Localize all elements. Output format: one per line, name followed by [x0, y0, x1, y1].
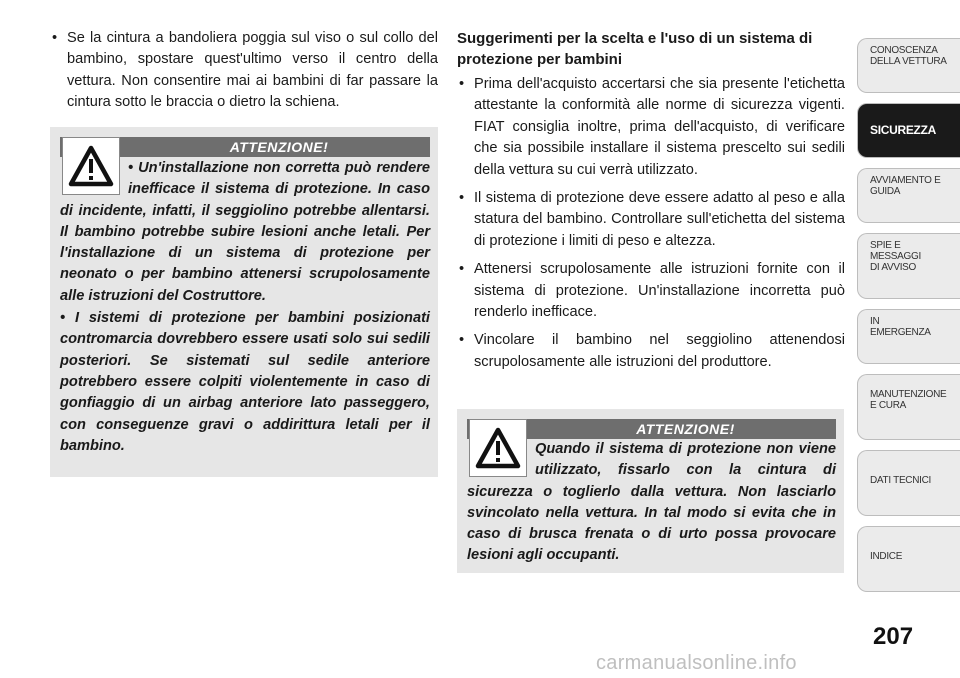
page-number: 207: [873, 623, 914, 650]
tab-conoscenza[interactable]: CONOSCENZA DELLA VETTURA: [857, 38, 960, 93]
right-bullet-list: [457, 74, 845, 373]
list-item: • Attenersi scrupolosamente alle istruzioni fornite con il sistema di protezione. Un'installazione incorretta può renderlo inefficace.: [457, 259, 845, 323]
tab-avviamento[interactable]: AVVIAMENTO E GUIDA: [857, 168, 960, 223]
warning-title: ATTENZIONE!: [467, 419, 836, 439]
tab-emergenza[interactable]: IN EMERGENZA: [857, 309, 960, 364]
tab-manutenzione[interactable]: MANUTENZIONE E CURA: [857, 374, 960, 440]
warning-text: [60, 158, 430, 457]
watermark: carmanualsonline.info: [596, 652, 797, 674]
warning-text: Quando il sistema di protezione non viene utilizzato, fissarlo con la cintura di sicurezza o toglierlo dalla vettura. Non lasciarlo svincolato nella vettura. In tal modo si evita che in caso di brusca frenata o di urto possa provocare lesioni agli occupanti.: [467, 441, 836, 564]
warning-box-storage: [457, 409, 844, 573]
warning-triangle-icon: [62, 137, 120, 195]
tab-dati-tecnici[interactable]: DATI TECNICI: [857, 450, 960, 516]
warning-box-installation: [50, 127, 438, 477]
tab-spie[interactable]: SPIE E MESSAGGI DI AVVISO: [857, 233, 960, 299]
tab-indice[interactable]: INDICE: [857, 526, 960, 592]
list-item: • Vincolare il bambino nel seggiolino attenendosi scrupolosamente alle istruzioni del produttore.: [457, 330, 845, 373]
section-heading: Suggerimenti per la scelta e l'uso di un sistema di protezione per bambini: [457, 30, 813, 68]
right-column: [457, 28, 845, 380]
left-column: [50, 28, 438, 121]
warning-title: ATTENZIONE!: [60, 137, 430, 157]
tab-sicurezza[interactable]: SICUREZZA: [857, 103, 960, 158]
chapter-tabs: [857, 38, 960, 602]
list-item: • Il sistema di protezione deve essere adatto al peso e alla statura del bambino. Controllare sull'etichetta del sistema di protezione i limiti di peso e altezza.: [457, 188, 845, 252]
list-item: • Se la cintura a bandoliera poggia sul viso o sul collo del bambino, spostare quest'ultimo verso il centro della vettura. Non consentire mai ai bambini di far passare la cintura sotto le braccia o dietro la schiena.: [50, 28, 438, 114]
warning-paragraph: • Un'installazione non corretta può rendere inefficace il sistema di protezione. In caso di incidente, infatti, il seggiolino potrebbe allentarsi. Il bambino potrebbe subire lesioni anche letali. Per l'installazione di un sistema di protezione per neonato o per bambino attenersi scrupolosamente alle istruzioni del Costruttore.: [60, 160, 430, 304]
warning-triangle-icon: [469, 419, 527, 477]
left-bullet-list: [50, 28, 438, 114]
warning-paragraph: • I sistemi di protezione per bambini posizionati contromarcia dovrebbero essere usati solo sui sedili posteriori. Se sistemati sul sedile anteriore potrebbero essere colpiti violentemente in caso di gonfiaggio di un airbag anteriore lato passeggero, con conseguenze gravi o addirittura letali per il bambino.: [60, 310, 430, 454]
list-item: • Prima dell'acquisto accertarsi che sia presente l'etichetta attestante la conformità alle norme di sicurezza vigenti. FIAT consiglia inoltre, prima dell'acquisto, di verificare che sia possibile installare il sistema prescelto sui sedili della vettura su cui verrà utilizzato.: [457, 74, 845, 181]
